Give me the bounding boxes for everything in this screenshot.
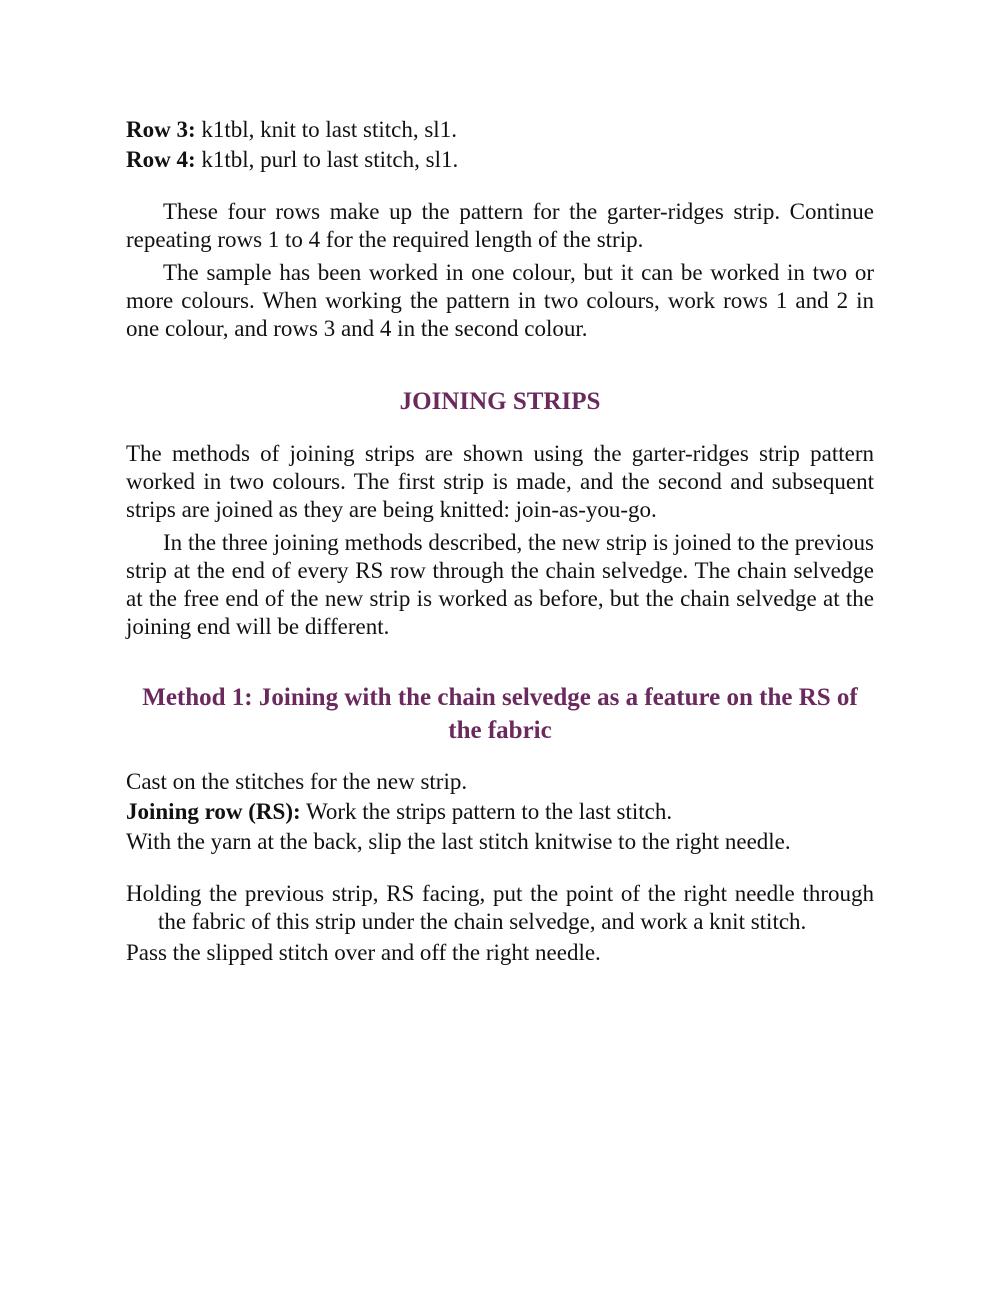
joining-strips-heading: JOINING STRIPS: [399, 388, 601, 415]
joining-row-label: Joining row (RS):: [126, 799, 301, 824]
pass-instruction: Pass the slipped stitch over and off the right needle.: [126, 940, 601, 965]
intro-paragraph-2: The sample has been worked in one colour, but it can be worked in two or more colours. When working the pattern in two colours, work rows 1 and 2 in one colour, and rows 3 and 4 in the second colour.: [126, 260, 874, 341]
intro-paragraph-1: These four rows make up the pattern for the garter-ridges strip. Continue repeating rows 1 to 4 for the required length of the strip.: [126, 199, 874, 252]
row-4-label: Row 4:: [126, 147, 196, 172]
cast-on-line: Cast on the stitches for the new strip.: [126, 769, 468, 794]
joining-row-line: [126, 798, 874, 826]
joining-row-text: Work the strips pattern to the last stitch.: [300, 799, 673, 824]
joining-paragraph-2: In the three joining methods described, the new strip is joined to the previous strip at the end of every RS row through the chain selvedge. The chain selvedge at the free end of the new strip is worked as before, but the chain selvedge at the joining end will be different.: [126, 530, 874, 639]
holding-instruction: Holding the previous strip, RS facing, put the point of the right needle through the fabric of this strip under the chain selvedge, and work a knit stitch.: [126, 881, 874, 934]
slip-line: With the yarn at the back, slip the last stitch knitwise to the right needle.: [126, 829, 791, 854]
row-3-label: Row 3:: [126, 117, 196, 142]
joining-paragraph-1: The methods of joining strips are shown using the garter-ridges strip pattern worked in two colours. The first strip is made, and the second and subsequent strips are joined as they are being knitted: join-as-you-go.: [126, 441, 874, 522]
method-1-heading: Method 1: Joining with the chain selvedge as a feature on the RS of the fabric: [142, 684, 858, 744]
page-content: [126, 116, 874, 967]
row-4-instruction: [126, 146, 874, 174]
row-4-text: k1tbl, purl to last stitch, sl1.: [195, 147, 459, 172]
row-3-text: k1tbl, knit to last stitch, sl1.: [195, 117, 457, 142]
row-3-instruction: [126, 116, 874, 144]
